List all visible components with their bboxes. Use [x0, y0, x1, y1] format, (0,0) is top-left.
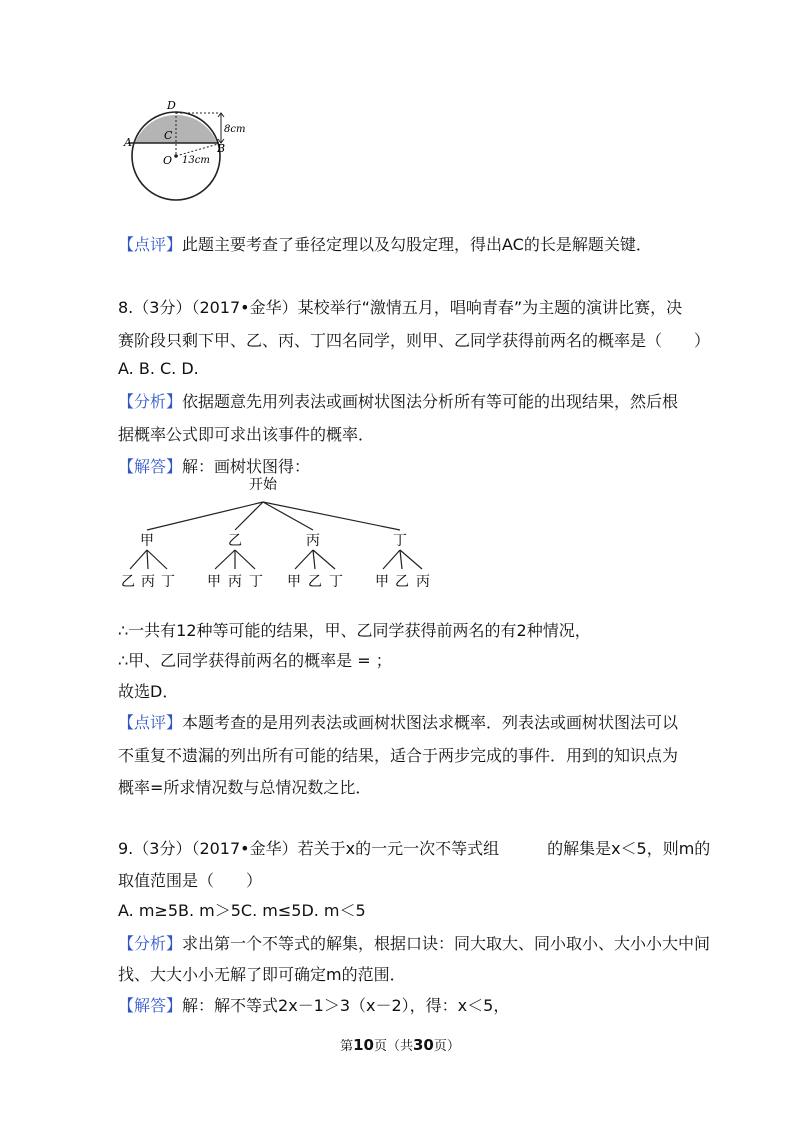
tree-leaf: 乙 — [121, 574, 135, 590]
q8-conclusion1: ∴一共有12种等可能的结果，甲、乙同学获得前两名的有2种情况， — [118, 621, 591, 640]
q8-stem-line1: 8.（3分）（2017•金华）某校举行“激情五月，唱响青春”为主题的演讲比赛，决 — [118, 298, 683, 317]
tree-l1-4: 丁 — [393, 533, 407, 549]
answer-tag: 【解答】 — [118, 457, 183, 476]
q9-analysis-line1: 【分析】求出第一个不等式的解集，根据口诀：同大取大、同小取小、大小小大中间 — [118, 934, 711, 953]
q8-comment-line3: 概率=所求情况数与总情况数之比． — [118, 778, 372, 797]
circle-figure — [118, 92, 258, 204]
tree-leaf: 甲 — [287, 574, 301, 590]
comment-tag: 【点评】 — [118, 713, 183, 732]
tree-leaf: 丁 — [249, 574, 263, 590]
tree-leaf: 乙 — [395, 574, 409, 590]
q8-conclusion2: ∴甲、乙同学获得前两名的概率是 = ； — [118, 651, 392, 670]
q9-stem-line1: 9.（3分）（2017•金华）若关于x的一元一次不等式组 的解集是x＜5，则m的 — [118, 839, 711, 858]
tree-root: 开始 — [249, 477, 277, 493]
label-13cm: 13cm — [182, 155, 210, 166]
analysis-tag: 【分析】 — [118, 392, 183, 411]
tree-leaf: 丙 — [416, 574, 430, 590]
q9-stem-line2: 取值范围是（ ） — [118, 871, 263, 890]
label-O: O — [163, 154, 173, 167]
q8-analysis-line2: 据概率公式即可求出该事件的概率． — [118, 425, 375, 444]
q9-options: A. m≥5B. m＞5C. m≤5D. m＜5 — [118, 901, 366, 920]
tree-leaf: 丙 — [228, 574, 242, 590]
q8-answer: 【解答】解：画树状图得： — [118, 457, 311, 476]
q8-choice: 故选D． — [118, 682, 179, 701]
tree-svg — [110, 472, 450, 594]
label-D: D — [167, 99, 176, 112]
center-dot — [174, 154, 178, 158]
label-B: B — [217, 142, 226, 155]
label-C: C — [164, 129, 173, 142]
circle-diagram — [118, 92, 258, 204]
q9-analysis-line2: 找、大大小小无解了即可确定m的范围． — [118, 965, 406, 984]
label-A: A — [124, 136, 132, 149]
q9-answer: 【解答】解：解不等式2x－1＞3（x－2），得：x＜5， — [118, 996, 510, 1015]
comment-tag: 【点评】 — [118, 235, 183, 254]
page-number: 10 — [353, 1036, 374, 1054]
tree-l1-2: 乙 — [228, 533, 242, 549]
q8-comment-line2: 不重复不遗漏的列出所有可能的结果，适合于两步完成的事件．用到的知识点为 — [118, 746, 679, 765]
tree-leaf: 丁 — [161, 574, 175, 590]
tree-leaf: 丁 — [329, 574, 343, 590]
q8-options: A. B. C. D. — [118, 359, 199, 378]
q8-stem-line2: 赛阶段只剩下甲、乙、丙、丁四名同学，则甲、乙同学获得前两名的概率是（ ） — [118, 331, 711, 350]
tree-leaf: 甲 — [375, 574, 389, 590]
tree-leaf: 甲 — [207, 574, 221, 590]
q8-comment-line1: 【点评】本题考查的是用列表法或画树状图法求概率．列表法或画树状图法可以 — [118, 713, 679, 732]
page-footer: 第10页（共30页） — [340, 1036, 460, 1054]
answer-tag: 【解答】 — [118, 996, 183, 1015]
comment-q7 — [118, 232, 652, 255]
total-pages: 30 — [413, 1036, 434, 1054]
label-8cm: 8cm — [224, 124, 246, 135]
analysis-tag: 【分析】 — [118, 934, 183, 953]
tree-l1-1: 甲 — [140, 533, 154, 549]
tree-diagram — [110, 472, 450, 594]
tree-l1-3: 丙 — [306, 533, 320, 549]
q8-analysis-line1: 【分析】依据题意先用列表法或画树状图法分析所有等可能的出现结果，然后根 — [118, 392, 679, 411]
comment-text: 此题主要考查了垂径定理以及勾股定理，得出AC的长是解题关键． — [182, 235, 652, 254]
tree-leaf: 丙 — [141, 574, 155, 590]
tree-leaf: 乙 — [308, 574, 322, 590]
